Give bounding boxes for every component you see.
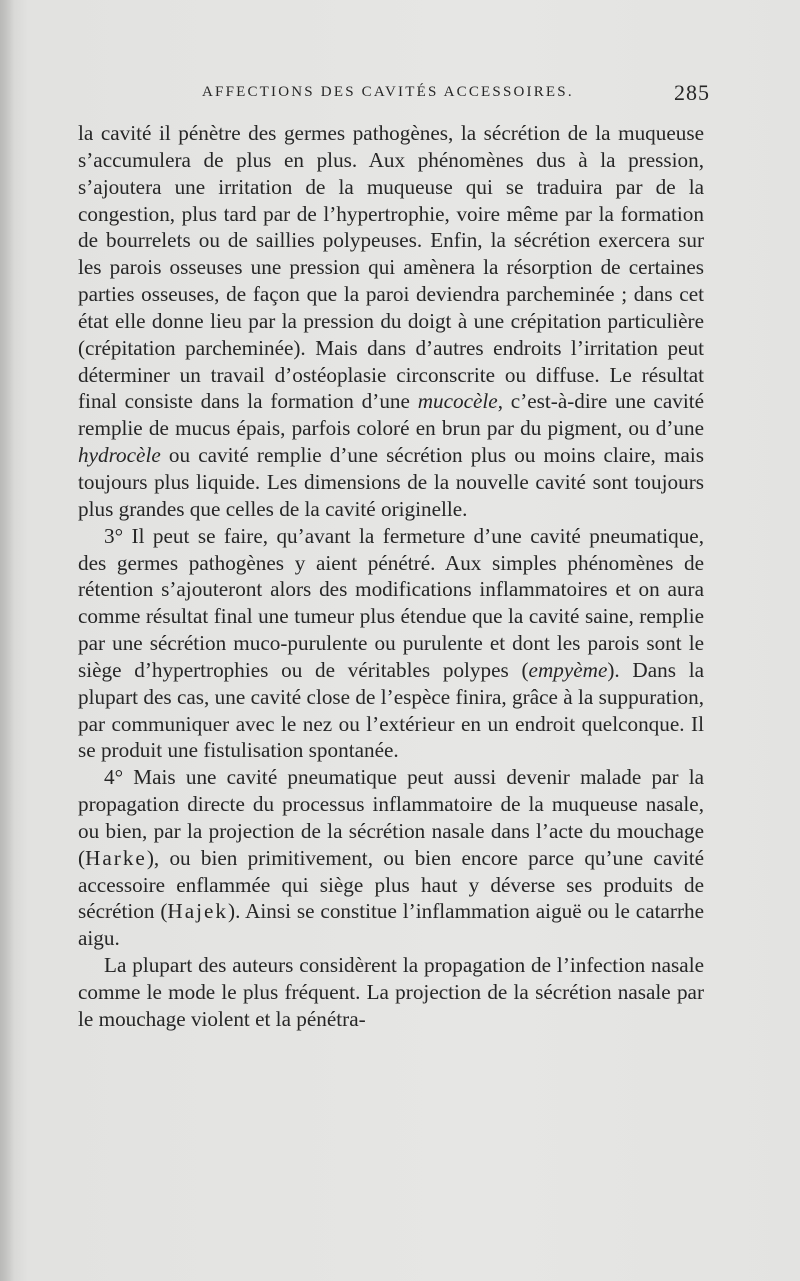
author-name: Hajek — [167, 899, 229, 924]
paragraph-continuation: la cavité il pénètre des germes pathogènes, la sécrétion de la muqueuse s’accumulera de plus en plus. Aux phénomènes dus à la pression, s’ajoutera une irritation de la muqueuse qui se traduira par de la congestion, plus tard par de l’hypertrophie, voire même par la formation de bourrelets ou de saillies polypeuses. Enfin, la sécrétion exercera sur les parois osseuses une pression qui amènera la résorption de certaines parties osseuses, de façon que la paroi deviendra parcheminée ; dans cet état elle donne lieu par la pression du doigt à une crépitation particulière (crépitation parcheminée). Mais dans d’autres endroits l’irritation peut déterminer un travail d’ostéoplasie circonscrite ou diffuse. Le résultat final consiste dans la formation d’une mucocèle, c’est-à-dire une cavité remplie de mucus épais, parfois coloré en brun par du pigment, ou d’une hydrocèle ou cavité remplie d’une sécrétion plus ou moins claire, mais toujours plus liquide. Les dimensions de la nouvelle cavité sont toujours plus grandes que celles de la cavité originelle. — [78, 121, 704, 521]
author-name: Harke — [85, 845, 147, 870]
emphasized-term: hydrocèle — [78, 443, 161, 468]
paragraph-point-3: 3° Il peut se faire, qu’avant la fermeture d’une cavité pneumatique, des germes pathogènes y aient pénétré. Aux simples phénomènes de rétention s’ajouteront alors des modifications inflammatoires et on aura comme résultat final une tumeur plus étendue que la cavité saine, remplie par une sécrétion muco-purulente ou purulente et dont les parois sont le siège d’hypertrophies ou de véritables polypes (empyème). Dans la plupart des cas, une cavité close de l’espèce finira, grâce à la suppuration, par communiquer avec le nez ou l’extérieur en un endroit quelconque. Il se produit une fistulisation spontanée. — [78, 523, 704, 763]
page-header — [78, 80, 710, 110]
paragraph-point-4: 4° Mais une cavité pneumatique peut aussi devenir malade par la propagation directe du processus inflammatoire de la muqueuse nasale, ou bien, par la projection de la sécrétion nasale dans l’acte du mouchage (Harke), ou bien primitivement, ou bien encore parce qu’une cavité accessoire enflammée qui siège plus haut y déverse ses produits de sécrétion (Hajek). Ainsi se constitue l’inflammation aiguë ou le catarrhe aigu. — [78, 765, 705, 951]
page-gutter-shadow — [0, 0, 14, 1281]
body-text — [78, 120, 704, 1033]
page-number: 285 — [674, 80, 710, 105]
paragraph-propagation: La plupart des auteurs considèrent la propagation de l’infection nasale comme le mode le plus fréquent. La projection de la sécrétion nasale par le mouchage violent et la pénétra- — [78, 953, 704, 1031]
emphasized-term: mucocèle — [417, 389, 498, 414]
running-head: AFFECTIONS DES CAVITÉS ACCESSOIRES. — [202, 84, 574, 100]
emphasized-term: empyème — [528, 657, 608, 682]
